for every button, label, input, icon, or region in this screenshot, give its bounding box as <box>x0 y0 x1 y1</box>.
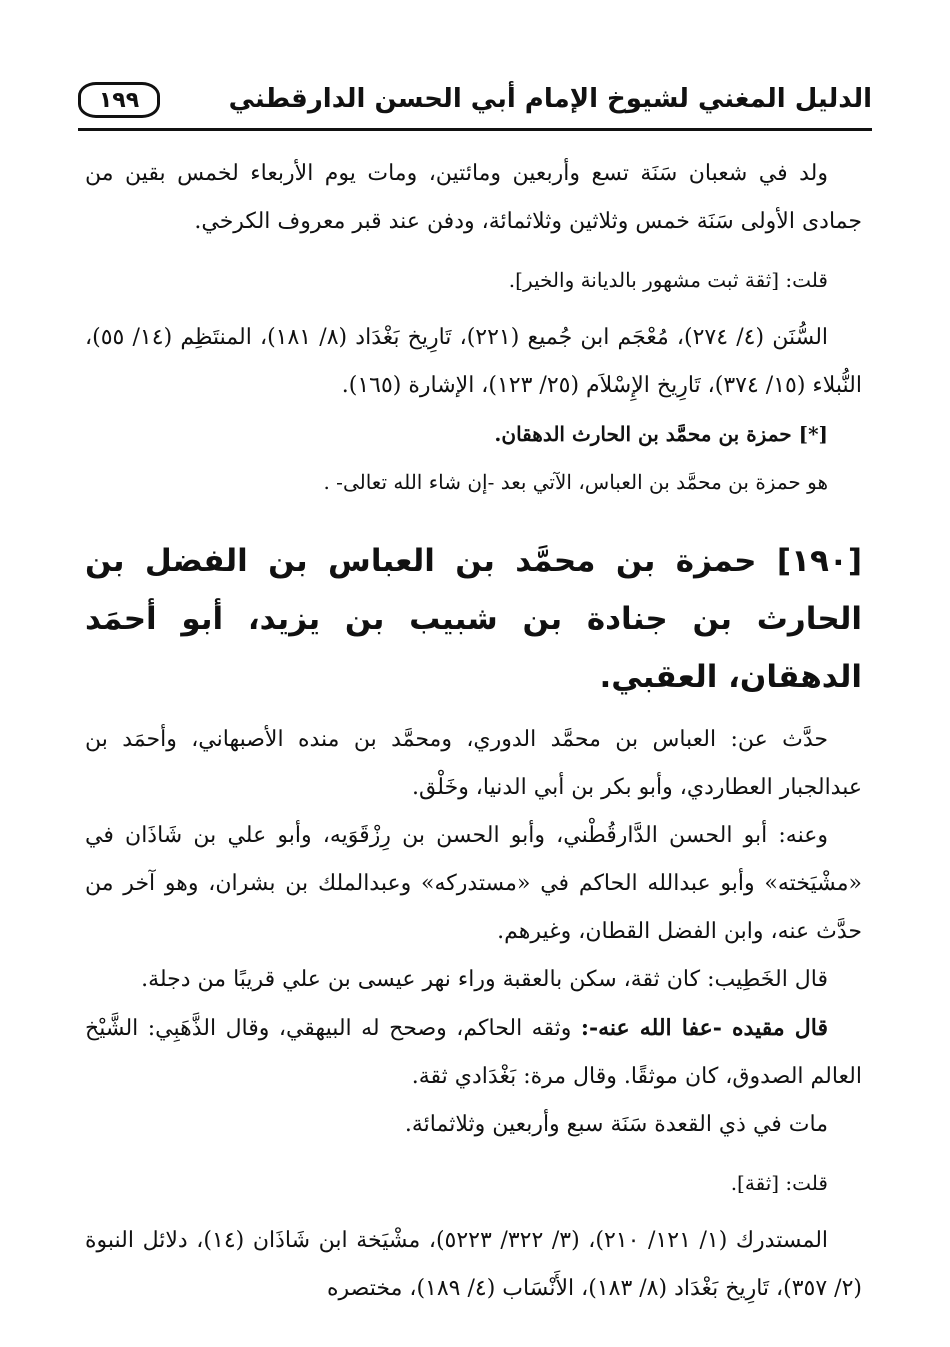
paragraph-birth-death: ولد في شعبان سَنَة تسع وأربعين ومائتين، ومات يوم الأربعاء لخمس بقين من جمادى الأولى سَنَة خمس وثلاثين وثلاثمائة، ودفن عند قبر معروف الكرخي. <box>85 161 862 234</box>
page-header <box>78 78 872 130</box>
author-note-lead: قال مقيده -عفا الله عنه-: <box>580 1015 828 1041</box>
page-number: ١٩٩ <box>78 82 160 118</box>
page-body <box>85 150 862 1313</box>
paragraph-students: وعنه: أبو الحسن الدَّارقُطْني، وأبو الحسن بن رِزْقَوَيه، وأبو علي بن شَاذَان في «مشْيَخته» وأبو عبدالله الحاكم في «مستدركه» وعبدالملك بن بشران، وهو آخر من حدَّث عنه، وابن الفضل القطان، وغيرهم. <box>85 823 862 944</box>
author-note-text: وثقه الحاكم، وصحح له البيهقي، وقال الذَّهَبِي: الشَّيْخ العالم الصدوق، كان موثقًا. وقال مرة: بَغْدَادي ثقة. <box>85 1016 862 1089</box>
running-title: الدليل المغني لشيوخ الإمام أبي الحسن الدارقطني <box>228 84 872 114</box>
paragraph-khatib: قال الخَطِيب: كان ثقة، سكن بالعقبة وراء نهر عيسى بن علي قريبًا من دجلة. <box>141 967 828 992</box>
paragraph-teachers: حدَّث عن: العباس بن محمَّد الدوري، ومحمَّد بن منده الأصبهاني، وأحمَد بن عبدالجبار العطاردي، وأبو بكر بن أبي الدنيا، وخَلْق. <box>85 727 862 800</box>
paragraph-cross-reference: هو حمزة بن محمَّد بن العباس، الآتي بعد -إن شاء الله تعالى- . <box>323 470 828 494</box>
paragraph-author-note <box>85 1004 862 1101</box>
paragraph-verdict-2: قلت: [ثقة]. <box>730 1171 828 1195</box>
header-divider <box>78 128 872 131</box>
paragraph-sources: السُّنَن (٤/ ٢٧٤)، مُعْجَم ابن جُميع (٢٢١)، تَارِيخ بَغْدَاد (٨/ ١٨١)، المنتَظِم (١٤/ ٥٥)، النُّبلاء (١٥/ ٣٧٤)، تَارِيخ الإِسْلاَم (٢٥/ ١٢٣)، الإشارة (١٦٥). <box>85 325 862 398</box>
paragraph-sources-2: المستدرك (١/ ١٢١/ ٢١٠)، (٣/ ٣٢٢/ ٥٢٢٣)، مشْيَخة ابن شَاذَان (١٤)، دلائل النبوة (٢/ ٣٥٧)، تَارِيخ بَغْدَاد (٨/ ١٨٣)، الأَنْسَاب (٤/ ١٨٩)، مختصره <box>85 1228 862 1301</box>
paragraph-cross-reference-heading: [*] حمزة بن محمَّد بن الحارث الدهقان. <box>494 422 828 446</box>
entry-title: [١٩٠] حمزة بن محمَّد بن العباس بن الفضل بن الحارث بن جنادة بن شبيب بن يزيد، أبو أحمَد الدهقان، العقبي. <box>85 543 862 695</box>
paragraph-death: مات في ذي القعدة سَنَة سبع وأربعين وثلاثمائة. <box>404 1112 828 1137</box>
paragraph-verdict: قلت: [ثقة ثبت مشهور بالديانة والخير]. <box>508 268 828 292</box>
